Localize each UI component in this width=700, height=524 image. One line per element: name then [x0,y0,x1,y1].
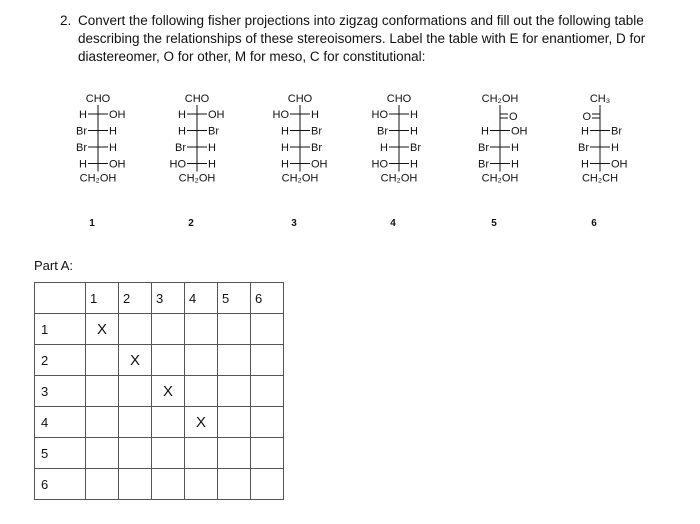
molecule-top-group: CHO [184,93,210,105]
carbonyl-oxygen: O [509,111,518,123]
molecule-6 [578,93,628,229]
left-substituent: H [481,125,489,138]
relationship-cell[interactable] [218,345,251,376]
left-substituent: Br [175,142,186,154]
left-substituent: Br [478,158,489,171]
column-header-1: 1 [86,283,119,314]
relationship-cell[interactable] [86,345,119,376]
table-row [35,345,284,376]
molecule-top-group: CHO [287,93,313,105]
relationship-cell[interactable] [218,314,251,345]
right-substituent: OH [109,109,126,121]
right-substituent: Br [311,125,322,138]
table-corner-cell [35,283,86,314]
left-substituent: H [178,109,186,121]
row-header-3: 3 [35,376,86,407]
right-substituent: H [611,142,619,154]
molecule-bottom-group: CH₂CH [581,172,619,185]
relationship-cell[interactable] [119,438,152,469]
right-substituent: H [208,158,216,171]
question-block [60,12,680,66]
fischer-projections [0,88,700,238]
left-substituent: HO [371,109,388,121]
column-header-3: 3 [152,283,185,314]
column-header-6: 6 [251,283,284,314]
carbonyl-oxygen: O [582,111,591,123]
molecule-bottom-group: CH₂OH [481,172,519,185]
column-header-5: 5 [218,283,251,314]
relationship-cell[interactable] [251,407,284,438]
relationship-cell[interactable] [185,314,218,345]
row-header-5: 5 [35,438,86,469]
table-row [35,376,284,407]
right-substituent: Br [311,142,322,154]
left-substituent: H [178,125,186,138]
molecule-number-label: 1 [89,218,95,229]
relationship-cell[interactable] [152,314,185,345]
relationship-cell[interactable] [119,407,152,438]
relationship-cell[interactable] [185,345,218,376]
left-substituent: Br [76,142,87,154]
table-row [35,469,284,500]
relationship-cell[interactable] [185,438,218,469]
table-row [35,407,284,438]
table-row [35,314,284,345]
right-substituent: OH [611,158,628,171]
relationship-table [34,282,284,500]
row-header-1: 1 [35,314,86,345]
relationship-cell[interactable] [251,314,284,345]
molecule-number-label: 5 [491,218,497,229]
right-substituent: H [511,142,519,154]
right-substituent: OH [311,158,328,171]
relationship-cell[interactable] [218,376,251,407]
left-substituent: H [281,158,289,171]
molecule-bottom-group: CH₂OH [178,172,216,185]
molecule-top-group: CH₃ [589,93,611,105]
molecule-5 [478,93,528,229]
left-substituent: HO [371,158,388,171]
left-substituent: H [581,158,589,171]
right-substituent: H [109,125,117,138]
right-substituent: H [109,142,117,154]
left-substituent: H [79,109,87,121]
relationship-cell[interactable] [152,345,185,376]
right-substituent: OH [511,125,528,138]
molecule-bottom-group: CH₂OH [281,172,319,185]
right-substituent: Br [208,125,219,138]
molecule-bottom-group: CH₂OH [380,172,418,185]
right-substituent: Br [410,142,421,154]
relationship-cell[interactable] [185,469,218,500]
right-substituent: H [410,158,418,171]
left-substituent: H [380,142,388,154]
molecule-bottom-group: CH₂OH [79,172,117,185]
left-substituent: HO [272,109,289,121]
relationship-cell[interactable] [251,376,284,407]
relationship-cell[interactable] [152,438,185,469]
molecule-1 [76,93,126,229]
left-substituent: Br [478,142,489,154]
relationship-cell[interactable]: X [185,407,218,438]
relationship-cell[interactable] [119,469,152,500]
relationship-cell[interactable] [152,469,185,500]
molecule-top-group: CH₂OH [481,93,519,105]
left-substituent: Br [578,142,589,154]
column-header-4: 4 [185,283,218,314]
relationship-cell[interactable] [119,376,152,407]
left-substituent: H [79,158,87,171]
left-substituent: H [281,125,289,138]
right-substituent: H [311,109,319,121]
molecule-number-label: 3 [291,218,297,229]
relationship-cell[interactable] [251,438,284,469]
molecule-number-label: 6 [591,218,597,229]
question-text: Convert the following fisher projections into zigzag conformations and fill out the following table describing the relationships of these stereoisomers. Label the table with E for enantiomer, D for diastereomer, O for other, M for meso, C for constitutional: [78,13,646,64]
left-substituent: Br [377,125,388,138]
question-number: 2. [60,13,72,28]
relationship-cell[interactable] [218,407,251,438]
molecule-top-group: CHO [85,93,111,105]
right-substituent: OH [109,158,126,171]
relationship-cell[interactable] [86,469,119,500]
right-substituent: H [208,142,216,154]
molecule-2 [170,93,225,229]
right-substituent: OH [208,109,225,121]
relationship-cell[interactable] [185,376,218,407]
relationship-cell[interactable] [119,314,152,345]
relationship-cell[interactable] [218,469,251,500]
relationship-cell[interactable] [251,469,284,500]
molecule-top-group: CHO [386,93,412,105]
left-substituent: HO [169,158,186,171]
column-header-2: 2 [119,283,152,314]
molecule-number-label: 2 [188,218,194,229]
table-row [35,438,284,469]
relationship-cell[interactable] [218,438,251,469]
molecule-4 [372,93,422,229]
left-substituent: Br [76,125,87,138]
relationship-cell[interactable]: X [119,345,152,376]
relationship-cell[interactable] [86,438,119,469]
row-header-4: 4 [35,407,86,438]
relationship-cell[interactable]: X [152,376,185,407]
row-header-6: 6 [35,469,86,500]
left-substituent: H [581,125,589,138]
table-header-row [35,283,284,314]
left-substituent: H [281,142,289,154]
molecule-number-label: 4 [390,218,396,229]
right-substituent: H [410,125,418,138]
relationship-cell[interactable] [86,407,119,438]
relationship-cell[interactable]: X [86,314,119,345]
molecule-3 [273,93,328,229]
row-header-2: 2 [35,345,86,376]
relationship-cell[interactable] [86,376,119,407]
right-substituent: Br [611,125,622,138]
right-substituent: H [511,158,519,171]
relationship-cell[interactable] [152,407,185,438]
part-a-label: Part A: [34,258,74,273]
right-substituent: H [410,109,418,121]
relationship-cell[interactable] [251,345,284,376]
